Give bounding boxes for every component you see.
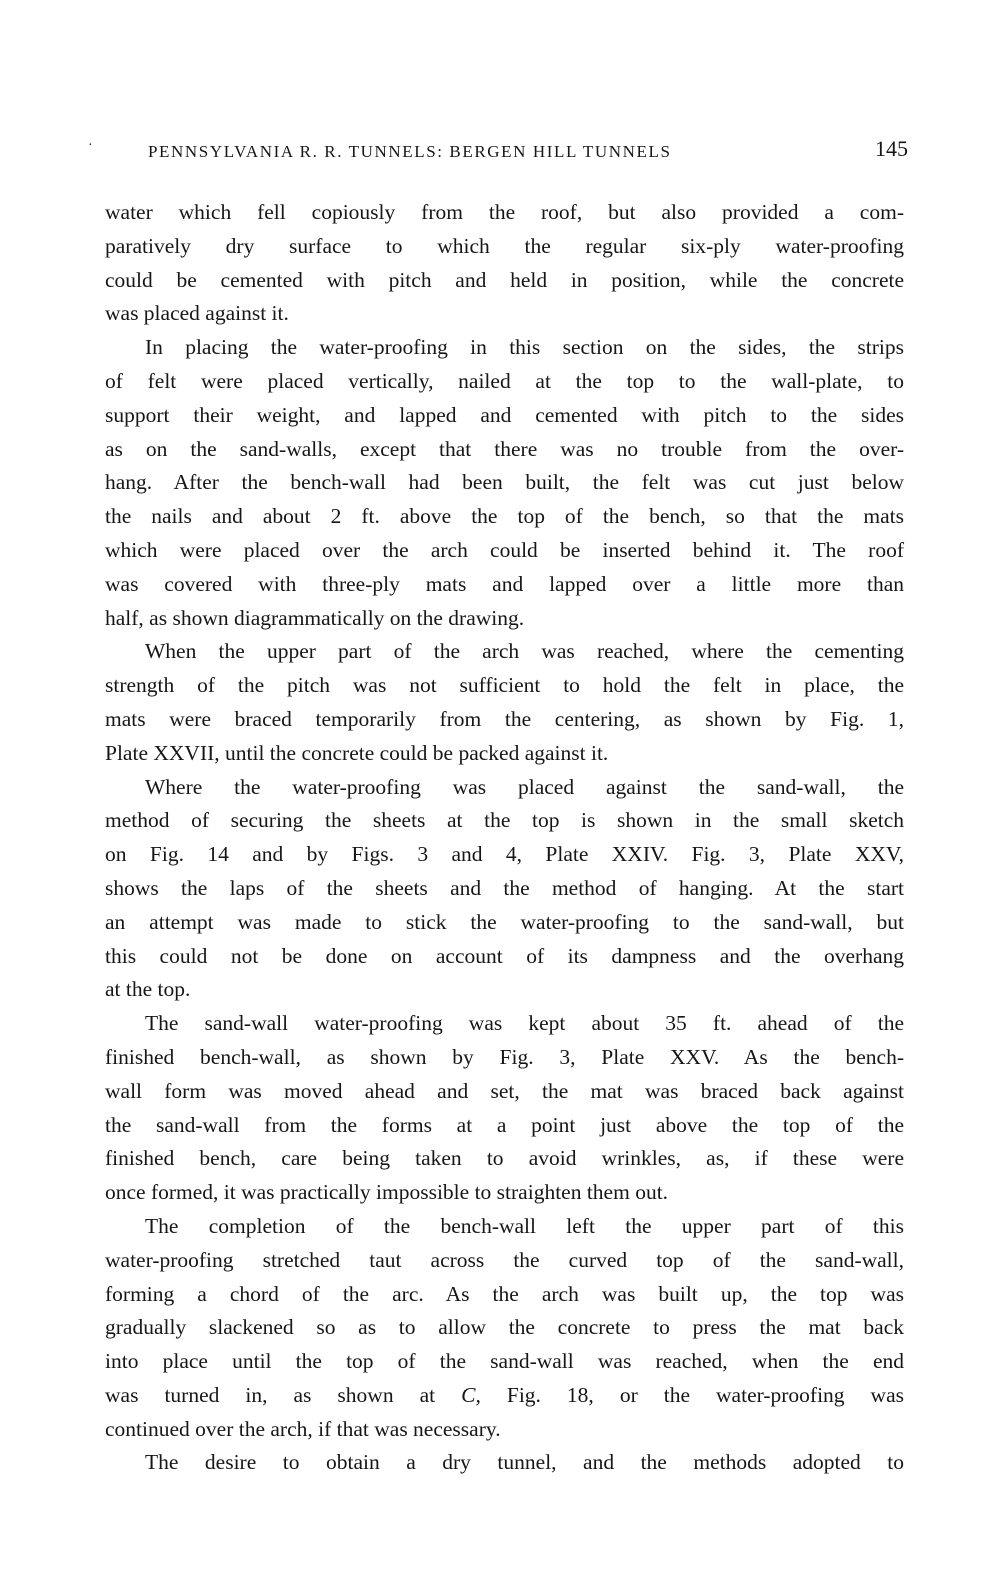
paragraph bbox=[105, 635, 904, 770]
text-line: finished bench-wall, as shown by Fig. 3, Plate XXV. As the bench- bbox=[105, 1044, 904, 1069]
text-line: The sand-wall water-proofing was kept about 35 ft. ahead of the bbox=[145, 1011, 904, 1036]
paragraph bbox=[105, 331, 904, 635]
text-line: could be cemented with pitch and held in position, while the concrete bbox=[105, 267, 904, 292]
text-line: the sand-wall from the forms at a point just above the top of the bbox=[105, 1112, 904, 1137]
paragraph bbox=[105, 1007, 904, 1210]
page-number: 145 bbox=[875, 136, 908, 161]
text-line: gradually slackened so as to allow the concrete to press the mat back bbox=[105, 1315, 904, 1340]
text-line: into place until the top of the sand-wall was reached, when the end bbox=[105, 1349, 904, 1374]
text-line: Where the water-proofing was placed against the sand-wall, the bbox=[145, 774, 904, 799]
text-line: support their weight, and lapped and cemented with pitch to the sides bbox=[105, 402, 904, 427]
text-line: water-proofing stretched taut across the curved top of the sand-wall, bbox=[105, 1247, 904, 1272]
text-line: finished bench, care being taken to avoid wrinkles, as, if these were bbox=[105, 1146, 904, 1171]
text-line: was turned in, as shown at C, Fig. 18, or the water-proofing was bbox=[105, 1382, 904, 1407]
text-line: strength of the pitch was not sufficient to hold the felt in place, the bbox=[105, 673, 904, 698]
text-line: Plate XXVII, until the concrete could be packed against it. bbox=[105, 740, 609, 765]
text-line: water which fell copiously from the roof, but also provided a com- bbox=[105, 200, 904, 224]
text-line: an attempt was made to stick the water-proofing to the sand-wall, but bbox=[105, 909, 904, 934]
body-text bbox=[105, 196, 904, 1480]
paragraph bbox=[105, 196, 904, 331]
text-line: on Fig. 14 and by Figs. 3 and 4, Plate XXIV. Fig. 3, Plate XXV, bbox=[105, 842, 904, 867]
figure-letter: C, bbox=[461, 1382, 481, 1407]
text-line: of felt were placed vertically, nailed at the top to the wall-plate, to bbox=[105, 368, 904, 393]
text-line: as on the sand-walls, except that there was no trouble from the over- bbox=[105, 436, 904, 461]
text-line: In placing the water-proofing in this section on the sides, the strips bbox=[145, 335, 904, 360]
text-line: The completion of the bench-wall left the upper part of this bbox=[145, 1213, 904, 1238]
text-line: paratively dry surface to which the regular six-ply water-proofing bbox=[105, 233, 904, 258]
paragraph bbox=[105, 771, 904, 1008]
text-line: once formed, it was practically impossible to straighten them out. bbox=[105, 1180, 669, 1205]
text-line: wall form was moved ahead and set, the mat was braced back against bbox=[105, 1078, 904, 1103]
text-line: this could not be done on account of its dampness and the overhang bbox=[105, 943, 904, 968]
text-line: was placed against it. bbox=[105, 301, 289, 326]
text-line: The desire to obtain a dry tunnel, and the methods adopted to bbox=[145, 1450, 904, 1475]
text-line: was covered with three-ply mats and lapped over a little more than bbox=[105, 571, 904, 596]
paragraph bbox=[105, 1446, 904, 1480]
text-line: shows the laps of the sheets and the method of hanging. At the start bbox=[105, 875, 904, 900]
text-line: half, as shown diagrammatically on the drawing. bbox=[105, 605, 525, 630]
running-header bbox=[88, 136, 908, 170]
paragraph bbox=[105, 1210, 904, 1447]
text-line: hang. After the bench-wall had been built, the felt was cut just below bbox=[105, 470, 904, 495]
text-line: mats were braced temporarily from the centering, as shown by Fig. 1, bbox=[105, 706, 904, 731]
text-line: at the top. bbox=[105, 977, 191, 1002]
text-line: forming a chord of the arc. As the arch was built up, the top was bbox=[105, 1281, 904, 1306]
text-line: continued over the arch, if that was necessary. bbox=[105, 1416, 501, 1441]
text-line: When the upper part of the arch was reached, where the cementing bbox=[145, 639, 904, 664]
text-line: the nails and about 2 ft. above the top of the bench, so that the mats bbox=[105, 504, 904, 529]
running-title: PENNSYLVANIA R. R. TUNNELS: BERGEN HILL TUNNELS bbox=[148, 142, 672, 161]
text-line: method of securing the sheets at the top is shown in the small sketch bbox=[105, 808, 904, 833]
text-line: which were placed over the arch could be inserted behind it. The roof bbox=[105, 537, 904, 562]
margin-mark: · bbox=[88, 138, 95, 153]
